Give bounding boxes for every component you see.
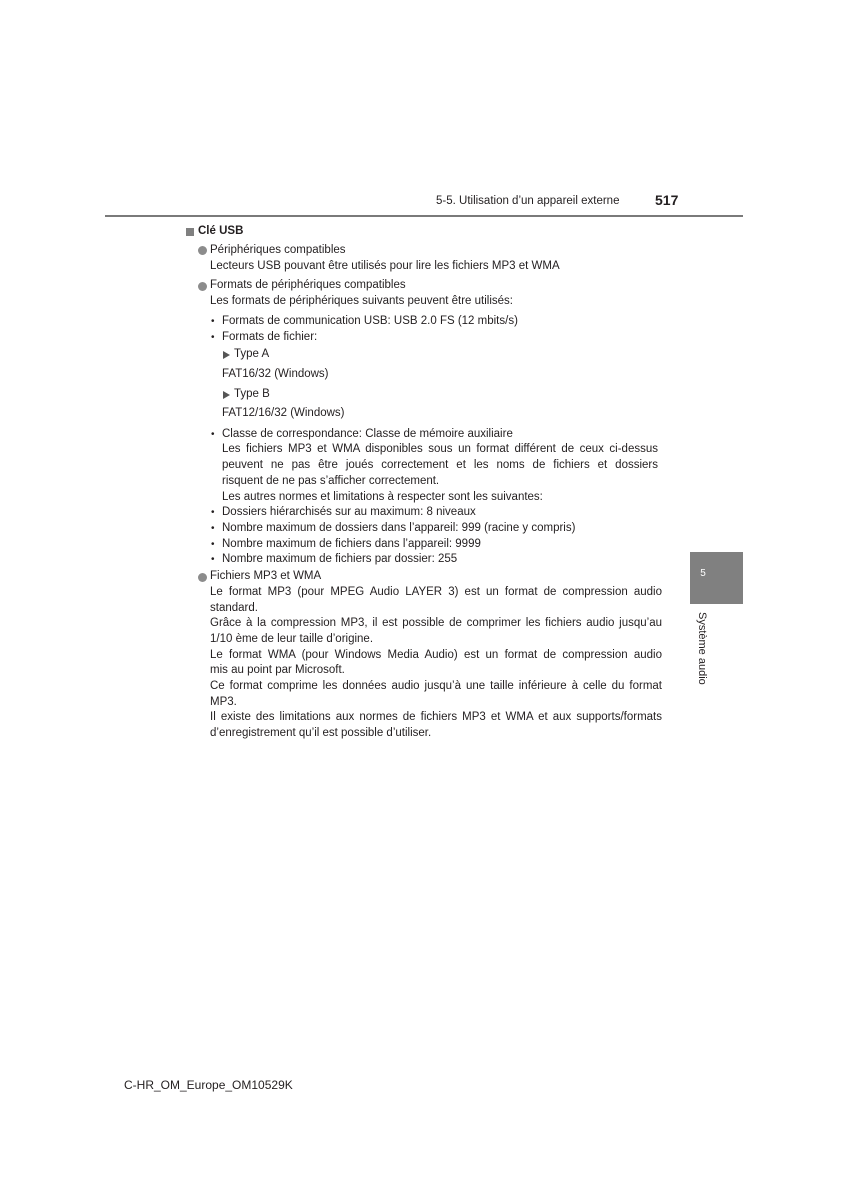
paragraph-line: MP3. xyxy=(210,696,237,708)
triangle-bullet-icon xyxy=(223,351,230,359)
list-item: Nombre maximum de dossiers dans l’appareil: 999 (racine y compris) xyxy=(222,522,576,534)
paragraph-line: Le format WMA (pour Windows Media Audio) est un format de compression audio xyxy=(210,649,662,661)
section-title: 5-5. Utilisation d’un appareil externe xyxy=(436,195,620,207)
formats-title: Formats de périphériques compatibles xyxy=(210,279,406,291)
list-item: Nombre maximum de fichiers par dossier: 255 xyxy=(222,553,458,565)
class-note-line: Les fichiers MP3 et WMA disponibles sous un format différent de ceux ci-dessus xyxy=(222,443,658,455)
type-b-label: Type B xyxy=(234,388,270,400)
chapter-title: Système audio xyxy=(696,612,708,685)
bullet-dot: • xyxy=(211,332,215,343)
document-code: C-HR_OM_Europe_OM10529K xyxy=(124,1078,293,1092)
circle-bullet-icon xyxy=(198,573,207,582)
list-item: Nombre maximum de fichiers dans l’appareil: 9999 xyxy=(222,538,481,550)
paragraph-line: Grâce à la compression MP3, il est possible de comprimer les fichiers audio jusqu’au xyxy=(210,617,662,629)
triangle-bullet-icon xyxy=(223,391,230,399)
circle-bullet-icon xyxy=(198,246,207,255)
type-a-label: Type A xyxy=(234,348,270,360)
type-b-value: FAT12/16/32 (Windows) xyxy=(222,407,345,419)
class-note-line: Les autres normes et limitations à respecter sont les suivantes: xyxy=(222,491,543,503)
paragraph-line: d’enregistrement qu’il est possible d’utiliser. xyxy=(210,727,432,739)
bullet-dot: • xyxy=(211,316,215,327)
list-item: Formats de fichier: xyxy=(222,331,318,343)
bullet-dot: • xyxy=(211,429,215,440)
list-item: Dossiers hiérarchisés sur au maximum: 8 niveaux xyxy=(222,506,476,518)
circle-bullet-icon xyxy=(198,282,207,291)
bullet-dot: • xyxy=(211,554,215,565)
chapter-number: 5 xyxy=(700,568,706,579)
compatible-devices-title: Périphériques compatibles xyxy=(210,244,346,256)
class-note-line: peuvent ne pas être joués correctement et les noms de fichiers et dossiers xyxy=(222,459,658,471)
formats-intro: Les formats de périphériques suivants peuvent être utilisés: xyxy=(210,295,513,307)
paragraph-line: mis au point par Microsoft. xyxy=(210,664,345,676)
paragraph-line: Il existe des limitations aux normes de fichiers MP3 et WMA et aux supports/formats xyxy=(210,711,662,723)
paragraph-line: standard. xyxy=(210,602,258,614)
compatible-devices-text: Lecteurs USB pouvant être utilisés pour lire les fichiers MP3 et WMA xyxy=(210,260,560,272)
bullet-dot: • xyxy=(211,523,215,534)
class-note-line: risquent de ne pas s’afficher correctement. xyxy=(222,475,440,487)
list-item: Formats de communication USB: USB 2.0 FS (12 mbits/s) xyxy=(222,315,518,327)
type-a-value: FAT16/32 (Windows) xyxy=(222,368,329,380)
paragraph-line: Le format MP3 (pour MPEG Audio LAYER 3) est un format de compression audio xyxy=(210,586,662,598)
page-number: 517 xyxy=(655,192,679,208)
mp3-wma-title: Fichiers MP3 et WMA xyxy=(210,570,322,582)
bullet-dot: • xyxy=(211,539,215,550)
square-bullet-icon xyxy=(186,228,194,236)
chapter-tab xyxy=(690,552,743,604)
paragraph-line: 1/10 ème de leur taille d’origine. xyxy=(210,633,374,645)
bullet-dot: • xyxy=(211,507,215,518)
paragraph-line: Ce format comprime les données audio jusqu’à une taille inférieure à celle du format xyxy=(210,680,662,692)
list-item: Classe de correspondance: Classe de mémoire auxiliaire xyxy=(222,428,513,440)
section-heading: Clé USB xyxy=(198,225,244,237)
header-divider xyxy=(105,215,743,217)
